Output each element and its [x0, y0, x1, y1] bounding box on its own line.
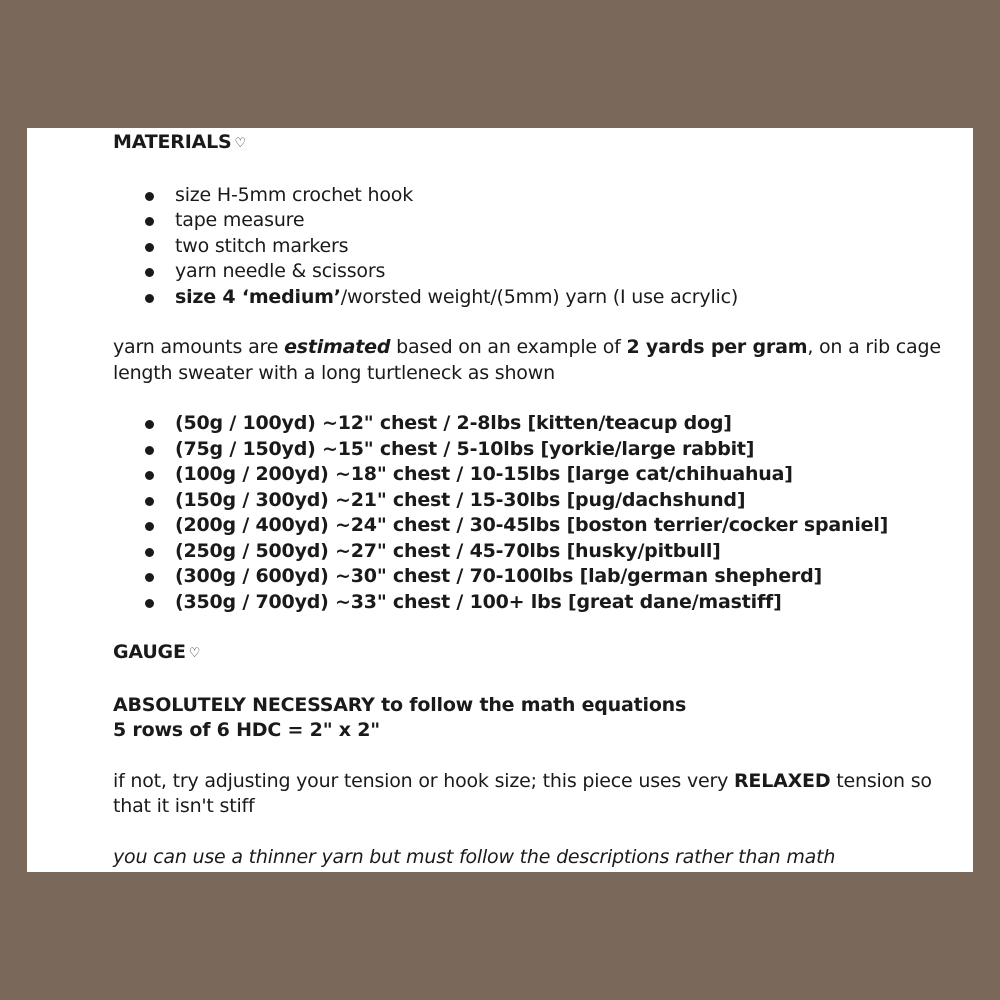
bullet-icon [145, 243, 154, 252]
bullet-icon [145, 294, 154, 303]
list-item: yarn needle & scissors [113, 259, 953, 285]
tension-note: if not, try adjusting your tension or hook size; this piece uses very RELAXED tension so that it isn't stiff [113, 769, 932, 817]
bullet-icon [145, 217, 154, 226]
pattern-content [113, 130, 953, 870]
yarn-amount-note: yarn amounts are estimated based on an example of 2 yards per gram, on a rib cage length sweater with a long turtleneck as shown [113, 336, 941, 384]
list-item: tape measure [113, 208, 953, 234]
bullet-icon [145, 548, 154, 557]
materials-heading: MATERIALS ♡ [113, 131, 246, 153]
list-item: (50g / 100yd) ~12" chest / 2-8lbs [kitten/teacup dog] [113, 411, 953, 437]
bullet-icon [145, 446, 154, 455]
heart-icon: ♡ [188, 646, 201, 661]
list-item: (75g / 150yd) ~15" chest / 5-10lbs [yorkie/large rabbit] [113, 437, 953, 463]
list-item: (150g / 300yd) ~21" chest / 15-30lbs [pug/dachshund] [113, 488, 953, 514]
bullet-icon [145, 599, 154, 608]
sizes-list [113, 411, 953, 615]
bullet-icon [145, 522, 154, 531]
list-item: two stitch markers [113, 234, 953, 260]
gauge-spec: 5 rows of 6 HDC = 2" x 2" [113, 719, 380, 741]
bullet-icon [145, 268, 154, 277]
list-item: (350g / 700yd) ~33" chest / 100+ lbs [great dane/mastiff] [113, 590, 953, 616]
materials-list [113, 183, 953, 311]
list-item: (200g / 400yd) ~24" chest / 30-45lbs [boston terrier/cocker spaniel] [113, 513, 953, 539]
bullet-icon [145, 192, 154, 201]
list-item: size H-5mm crochet hook [113, 183, 953, 209]
bullet-icon [145, 420, 154, 429]
thin-yarn-note: you can use a thinner yarn but must follow the descriptions rather than math [113, 845, 836, 868]
list-item: (300g / 600yd) ~30" chest / 70-100lbs [lab/german shepherd] [113, 564, 953, 590]
list-item: (100g / 200yd) ~18" chest / 10-15lbs [large cat/chihuahua] [113, 462, 953, 488]
bullet-icon [145, 573, 154, 582]
gauge-heading: GAUGE ♡ [113, 641, 201, 663]
heart-icon: ♡ [234, 136, 246, 151]
list-item-yarn: size 4 ‘medium’/worsted weight/(5mm) yarn (I use acrylic) [113, 285, 953, 311]
bullet-icon [145, 497, 154, 506]
pattern-card [27, 128, 973, 872]
gauge-requirement: ABSOLUTELY NECESSARY to follow the math equations [113, 693, 687, 716]
list-item: (250g / 500yd) ~27" chest / 45-70lbs [husky/pitbull] [113, 539, 953, 565]
bullet-icon [145, 471, 154, 480]
